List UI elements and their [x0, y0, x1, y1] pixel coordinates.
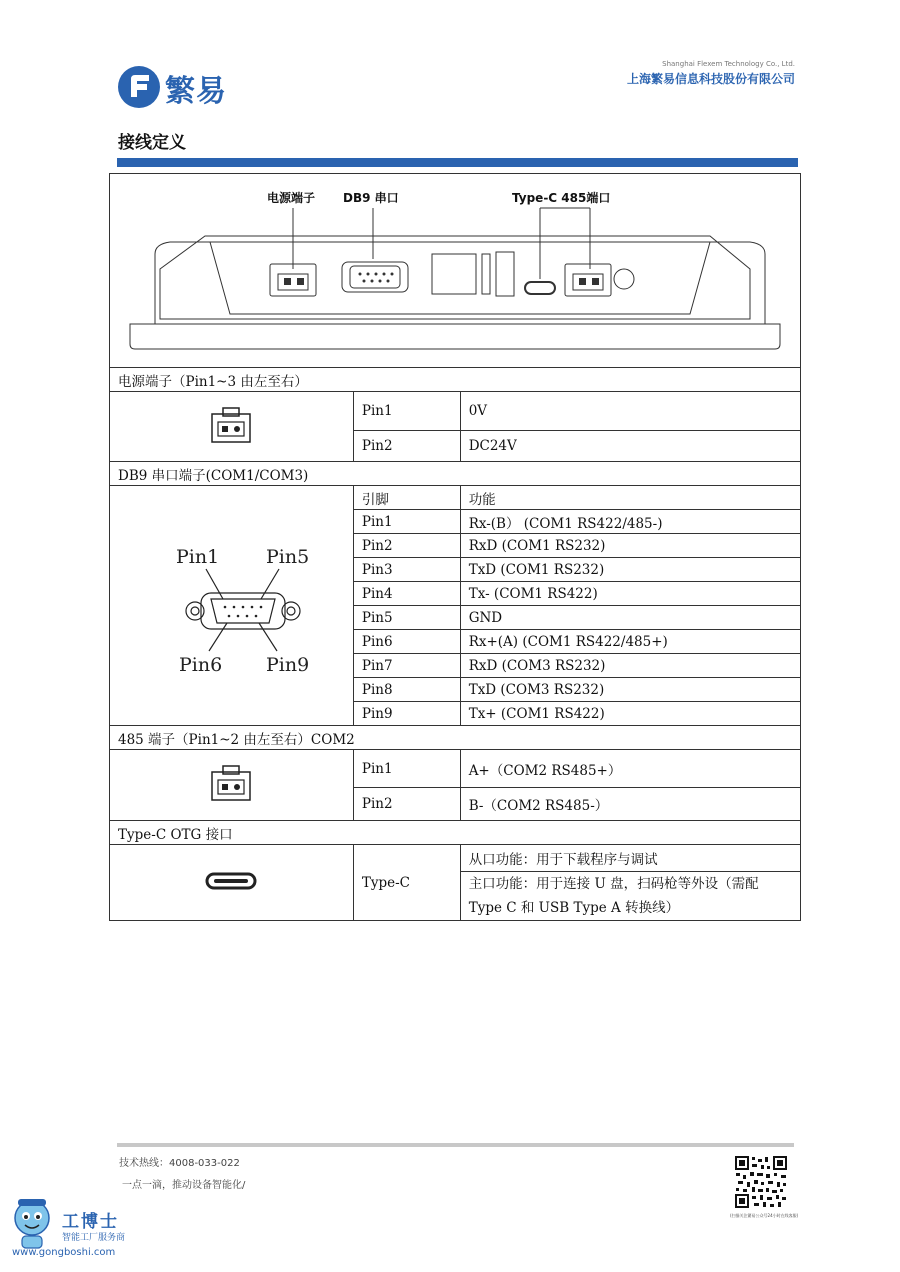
- db9-pin: Pin4: [353, 582, 460, 606]
- db9-connector-icon: [131, 529, 331, 679]
- db9-label-pin9: Pin9: [266, 653, 310, 676]
- table-row: [110, 486, 801, 510]
- gongboshi-url[interactable]: www.gongboshi.com: [12, 1247, 116, 1258]
- logo-text: 繁易: [165, 74, 227, 109]
- device-image-row: [110, 174, 801, 368]
- rs485-pin1: Pin1: [353, 750, 460, 788]
- db9-pin: Pin1: [353, 510, 460, 534]
- db9-func: TxD (COM3 RS232): [460, 678, 800, 702]
- typec-heading: Type-C OTG 接口: [110, 821, 801, 845]
- typec-func1: 从口功能：用于下载程序与调试: [460, 845, 800, 872]
- rs485-terminal-cell: [110, 750, 354, 821]
- db9-func: Rx-(B） (COM1 RS422/485-): [460, 510, 800, 534]
- terminal-2pin-icon: [210, 406, 252, 444]
- table-row: [110, 750, 801, 788]
- terminal-2pin-icon: [210, 764, 252, 802]
- db9-diagram-cell: [110, 486, 354, 726]
- rs485-func2: B-（COM2 RS485-）: [460, 788, 800, 821]
- qr-caption: (扫描关注繁易公众号24小时在线客服): [730, 1213, 799, 1218]
- power-pin2: Pin2: [353, 431, 460, 462]
- db9-func: GND: [460, 606, 800, 630]
- company-name-en: Shanghai Flexem Technology Co., Ltd.: [662, 60, 795, 68]
- label-db9: DB9 串口: [343, 191, 399, 205]
- table-row: [110, 392, 801, 431]
- typec-func2: 主口功能：用于连接 U 盘，扫码枪等外设（需配 Type C 和 USB Type A 转换线）: [460, 872, 800, 921]
- db9-label-pin1: Pin1: [176, 545, 220, 568]
- footer-divider: [117, 1143, 794, 1147]
- gongboshi-tagline: 智能工厂服务商: [62, 1233, 126, 1243]
- db9-col-pin: 引脚: [353, 486, 460, 510]
- db9-func: Rx+(A) (COM1 RS422/485+): [460, 630, 800, 654]
- db9-func: Tx+ (COM1 RS422): [460, 702, 800, 726]
- footer-slogan: 一点一滴，推动设备智能化/: [122, 1180, 246, 1191]
- db9-func: Tx- (COM1 RS422): [460, 582, 800, 606]
- section-title: 接线定义: [118, 133, 186, 153]
- db9-pin: Pin3: [353, 558, 460, 582]
- db9-func: RxD (COM3 RS232): [460, 654, 800, 678]
- db9-pin: Pin8: [353, 678, 460, 702]
- db9-pin: Pin6: [353, 630, 460, 654]
- rs485-pin2: Pin2: [353, 788, 460, 821]
- db9-pin: Pin7: [353, 654, 460, 678]
- rs485-func1: A+（COM2 RS485+）: [460, 750, 800, 788]
- company-name-cn: 上海繁易信息科技股份有限公司: [626, 72, 795, 86]
- table-row: [110, 845, 801, 872]
- power-func1: 0V: [460, 392, 800, 431]
- footer-phone: 技术热线：4008-033-022: [119, 1158, 240, 1169]
- db9-label-pin5: Pin5: [266, 545, 310, 568]
- gongboshi-name: 工博士: [62, 1212, 119, 1232]
- db9-pin: Pin9: [353, 702, 460, 726]
- rs485-heading: 485 端子（Pin1~2 由左至右）COM2: [110, 726, 801, 750]
- db9-label-pin6: Pin6: [179, 653, 223, 676]
- gongboshi-mascot-icon: [8, 1192, 58, 1252]
- db9-col-func: 功能: [460, 486, 800, 510]
- db9-pin: Pin5: [353, 606, 460, 630]
- power-func2: DC24V: [460, 431, 800, 462]
- device-rear-panel-image: [110, 174, 800, 363]
- label-power-terminal: 电源端子: [267, 191, 316, 205]
- typec-port-icon: [205, 871, 257, 891]
- typec-icon-cell: [110, 845, 354, 921]
- qr-code-icon: [734, 1155, 788, 1209]
- power-terminal-cell: [110, 392, 354, 462]
- wiring-table: [109, 173, 801, 921]
- db9-func: RxD (COM1 RS232): [460, 534, 800, 558]
- db9-pin: Pin2: [353, 534, 460, 558]
- power-heading: 电源端子（Pin1~3 由左至右）: [110, 368, 801, 392]
- label-typec-485: Type-C 485端口: [512, 191, 611, 205]
- db9-heading: DB9 串口端子(COM1/COM3): [110, 462, 801, 486]
- power-pin1: Pin1: [353, 392, 460, 431]
- typec-name: Type-C: [353, 845, 460, 921]
- db9-func: TxD (COM1 RS232): [460, 558, 800, 582]
- title-divider: [117, 158, 798, 167]
